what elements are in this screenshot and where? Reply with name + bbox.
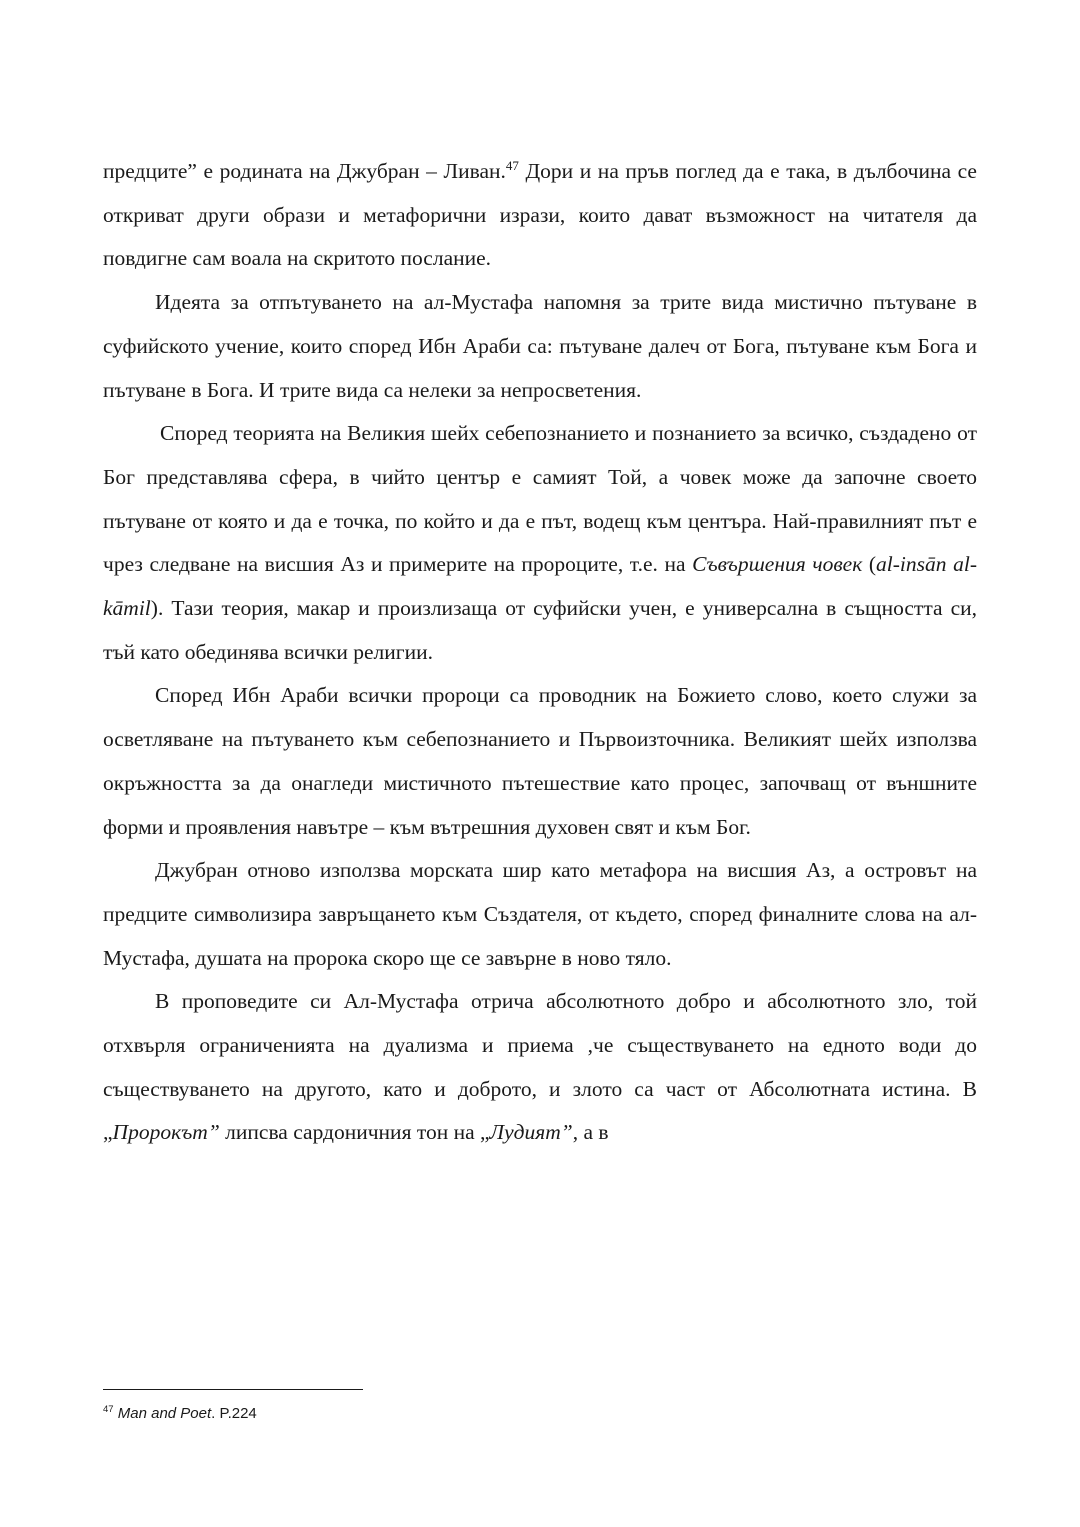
footnote-source-page: . P.224 bbox=[211, 1405, 257, 1422]
paragraph-6-text-end: , а в bbox=[572, 1120, 609, 1145]
paragraph-6 bbox=[103, 980, 977, 1155]
footnote-reference: 47 bbox=[505, 157, 519, 173]
body-text bbox=[103, 150, 977, 1155]
paragraph-4: Според Ибн Араби всички пророци са проводник на Божието слово, което служи за осветляване на пътуването към себепознанието и Първоизточника. Великият шейх използва окръжността за да онагледи мистичното пътешествие като процес, започващ от външните форми и проявления навътре – към вътрешния духовен свят и към Бог. bbox=[103, 683, 977, 839]
paragraph-5: Джубран отново използва морската шир като метафора на висшия Аз, а островът на предците символизира завръщането към Създателя, от където, според финалните слова на ал-Мустафа, душата на пророка скоро ще се завърне в ново тяло. bbox=[103, 858, 977, 970]
paragraph-1 bbox=[103, 150, 977, 281]
paragraph-6-italic-title-2: Лудият” bbox=[489, 1120, 573, 1145]
paragraph-3-text-end: ). Тази теория, макар и произлизаща от суфийски учен, е универсална в същността си, тъй като обединява всички религии. bbox=[103, 596, 977, 664]
paragraph-6-text-mid: липсва сардоничния тон на „ bbox=[219, 1120, 490, 1145]
footnote-source-title: Man and Poet bbox=[117, 1405, 212, 1422]
paragraph-1-text-start: предците” е родината на Джубран – Ливан. bbox=[103, 159, 506, 183]
paragraph-3-text-mid: ( bbox=[862, 552, 877, 577]
paragraph-3 bbox=[103, 412, 977, 674]
paragraph-1-text-end: Дори и на пръв поглед да е така, в дълбочина се откриват други образи и метафорични изрази, които дават възможност на читателя да повдигне сам воала на скритото послание. bbox=[103, 159, 977, 271]
footnote bbox=[103, 1403, 977, 1425]
footnote-separator bbox=[103, 1389, 363, 1390]
paragraph-3-italic-term: Съвършения човек bbox=[692, 552, 863, 577]
paragraph-3-text-start: Според теорията на Великия шейх себепознанието и познанието за всичко, създадено от Бог представлява сфера, в чийто център е самият Той, а човек може да започне своето пътуване от която и да е точка, по който и да е път, водещ към центъра. Най-правилният път е чрез следване на висшия Аз и примерите на пророците, т.е. на bbox=[103, 421, 977, 577]
footnote-number: 47 bbox=[103, 1404, 114, 1415]
paragraph-3-italic-transliteration: al-insān al-kāmil bbox=[103, 552, 977, 621]
paragraph-2: Идеята за отпътуването на ал-Мустафа напомня за трите вида мистично пътуване в суфийското учение, които според Ибн Араби са: пътуване далеч от Бога, пътуване към Бога и пътуване в Бога. И трите вида са нелеки за непросветения. bbox=[103, 290, 977, 402]
paragraph-6-italic-title-1: Пророкът” bbox=[112, 1120, 220, 1145]
paragraph-6-text-start: В проповедите си Ал-Мустафа отрича абсолютното добро и абсолютното зло, той отхвърля ограниченията на дуализма и приема ,че съществуването на едното води до съществуването на другото, като и доброто, и злото са част от Абсолютната истина. В „ bbox=[103, 989, 977, 1145]
